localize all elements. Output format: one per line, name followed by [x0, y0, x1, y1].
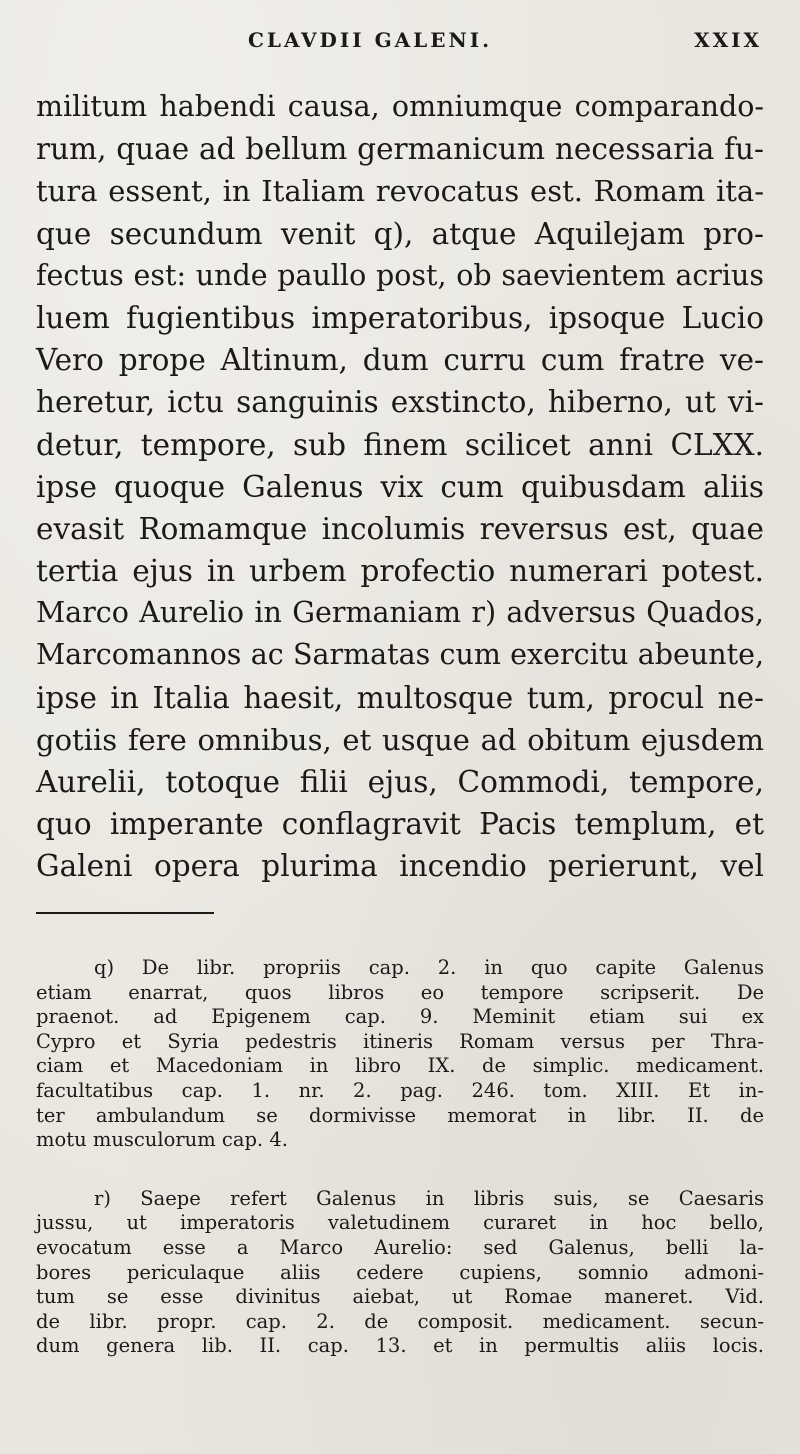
footnote-r — [36, 1187, 764, 1359]
text-line: heretur, ictu sanguinis exstincto, hiberno, ut vi- — [36, 385, 764, 420]
footnote-line: evocatum esse a Marco Aurelio: sed Galenus, belli la- — [36, 1235, 764, 1259]
text-line: fectus est: unde paullo post, ob saevientem acrius — [36, 258, 764, 292]
text-line: evasit Romamque incolumis reversus est, quae — [36, 511, 764, 546]
text-line: Vero prope Altinum, dum curru cum fratre ve- — [36, 343, 764, 378]
text-line: ipse in Italia haesit, multosque tum, procul ne- — [36, 680, 764, 715]
footnote-divider — [36, 912, 214, 914]
footnote-line: praenot. ad Epigenem cap. 9. Meminit etiam sui ex — [36, 1005, 764, 1029]
text-line: quo imperante conflagravit Pacis templum, et — [36, 807, 764, 842]
footnote-line: dum genera lib. II. cap. 13. et in permultis aliis locis. — [36, 1334, 764, 1358]
text-line: luem fugientibus imperatoribus, ipsoque Lucio — [36, 300, 764, 335]
text-line: ipse quoque Galenus vix cum quibusdam aliis — [36, 469, 764, 504]
text-line: Aurelii, totoque filii ejus, Commodi, tempore, — [36, 765, 764, 799]
running-head: CLAVDII GALENI. — [248, 28, 493, 52]
footnote-line: ter ambulandum se dormivisse memorat in libr. II. de — [36, 1103, 764, 1127]
footnote-line: de libr. propr. cap. 2. de composit. medicament. secun- — [36, 1309, 764, 1333]
footnote-line: r) Saepe refert Galenus in libris suis, se Caesaris — [94, 1186, 764, 1210]
footnote-line: Cypro et Syria pedestris itineris Romam versus per Thra- — [36, 1029, 764, 1053]
footnotes — [36, 956, 764, 1359]
text-line: Galeni opera plurima incendio perierunt, vel — [36, 849, 764, 884]
footnote-line: bores periculaque aliis cedere cupiens, somnio admoni- — [36, 1260, 764, 1284]
text-line: que secundum venit q), atque Aquilejam pro- — [36, 216, 764, 251]
text-line: gotiis fere omnibus, et usque ad obitum ejusdem — [36, 722, 764, 757]
main-text — [36, 86, 764, 888]
page-number: XXIX — [694, 28, 762, 52]
footnote-line: etiam enarrat, quos libros eo tempore scripserit. De — [36, 980, 764, 1004]
text-line: detur, tempore, sub finem scilicet anni CLXX. — [36, 427, 764, 462]
text-line: Marco Aurelio in Germaniam r) adversus Quados, — [36, 596, 764, 630]
text-line: tertia ejus in urbem profectio numerari potest. — [36, 554, 764, 589]
footnote-line: motu musculorum cap. 4. — [36, 1128, 288, 1152]
text-line: Marcomannos ac Sarmatas cum exercitu abeunte, — [36, 638, 764, 672]
text-line: militum habendi causa, omniumque comparando- — [36, 90, 764, 123]
text-line: rum, quae ad bellum germanicum necessaria fu- — [36, 132, 764, 167]
footnote-q — [36, 956, 764, 1153]
page-header — [0, 28, 800, 62]
footnote-line: ciam et Macedoniam in libro IX. de simplic. medicament. — [36, 1054, 764, 1078]
footnote-line: tum se esse divinitus aiebat, ut Romae maneret. Vid. — [36, 1285, 764, 1309]
footnote-line: facultatibus cap. 1. nr. 2. pag. 246. tom. XIII. Et in- — [36, 1078, 764, 1102]
footnote-line: q) De libr. propriis cap. 2. in quo capite Galenus — [94, 956, 764, 979]
text-line: tura essent, in Italiam revocatus est. Romam ita- — [36, 174, 764, 209]
footnote-line: jussu, ut imperatoris valetudinem curaret in hoc bello, — [36, 1211, 764, 1235]
